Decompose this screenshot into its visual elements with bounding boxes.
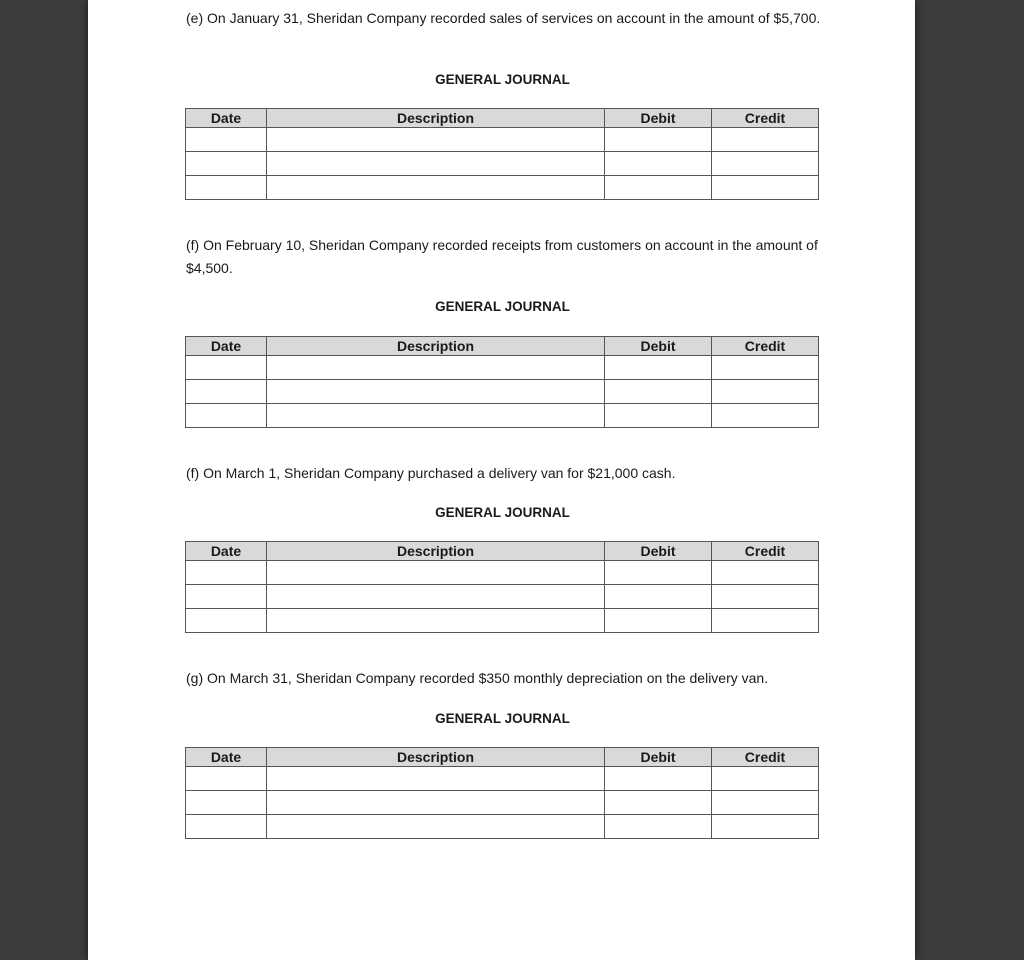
journal-title: GENERAL JOURNAL — [435, 72, 570, 87]
credit-cell[interactable] — [712, 585, 819, 609]
description-cell[interactable] — [267, 152, 605, 176]
date-cell[interactable] — [186, 585, 267, 609]
credit-cell[interactable] — [712, 561, 819, 585]
debit-cell[interactable] — [605, 356, 712, 380]
description-cell[interactable] — [267, 609, 605, 633]
credit-cell[interactable] — [712, 815, 819, 839]
journal-row — [186, 815, 819, 839]
date-cell[interactable] — [186, 128, 267, 152]
debit-cell[interactable] — [605, 767, 712, 791]
credit-cell[interactable] — [712, 404, 819, 428]
date-cell[interactable] — [186, 152, 267, 176]
date-cell[interactable] — [186, 176, 267, 200]
credit-cell[interactable] — [712, 152, 819, 176]
debit-cell[interactable] — [605, 152, 712, 176]
description-cell[interactable] — [267, 791, 605, 815]
description-cell[interactable] — [267, 128, 605, 152]
description-cell[interactable] — [267, 585, 605, 609]
date-header: Date — [186, 337, 267, 356]
debit-cell[interactable] — [605, 404, 712, 428]
journal-header-row — [186, 542, 819, 561]
journal-table — [185, 336, 819, 428]
problem-f-text: (f) On February 10, Sheridan Company recorded receipts from customers on account in the amount of $4,500. — [186, 237, 818, 276]
credit-cell[interactable] — [712, 791, 819, 815]
debit-header: Debit — [605, 109, 712, 128]
debit-header: Debit — [605, 337, 712, 356]
credit-header: Credit — [712, 337, 819, 356]
credit-cell[interactable] — [712, 356, 819, 380]
description-cell[interactable] — [267, 404, 605, 428]
journal-table — [185, 747, 819, 839]
debit-cell[interactable] — [605, 128, 712, 152]
journal-table — [185, 108, 819, 200]
description-cell[interactable] — [267, 176, 605, 200]
journal-row — [186, 356, 819, 380]
debit-cell[interactable] — [605, 176, 712, 200]
date-cell[interactable] — [186, 791, 267, 815]
description-cell[interactable] — [267, 356, 605, 380]
credit-header: Credit — [712, 748, 819, 767]
description-header: Description — [267, 748, 605, 767]
date-cell[interactable] — [186, 404, 267, 428]
journal-row — [186, 380, 819, 404]
credit-cell[interactable] — [712, 176, 819, 200]
credit-cell[interactable] — [712, 767, 819, 791]
date-header: Date — [186, 542, 267, 561]
credit-cell[interactable] — [712, 128, 819, 152]
journal-row — [186, 791, 819, 815]
debit-cell[interactable] — [605, 609, 712, 633]
description-cell[interactable] — [267, 561, 605, 585]
journal-header-row — [186, 337, 819, 356]
description-cell[interactable] — [267, 815, 605, 839]
debit-header: Debit — [605, 542, 712, 561]
debit-cell[interactable] — [605, 380, 712, 404]
journal-row — [186, 585, 819, 609]
journal-table — [185, 541, 819, 633]
journal-title: GENERAL JOURNAL — [435, 299, 570, 314]
date-cell[interactable] — [186, 609, 267, 633]
journal-row — [186, 128, 819, 152]
credit-header: Credit — [712, 542, 819, 561]
journal-row — [186, 152, 819, 176]
credit-header: Credit — [712, 109, 819, 128]
date-header: Date — [186, 109, 267, 128]
journal-title: GENERAL JOURNAL — [435, 505, 570, 520]
credit-cell[interactable] — [712, 609, 819, 633]
credit-cell[interactable] — [712, 380, 819, 404]
date-cell[interactable] — [186, 767, 267, 791]
journal-row — [186, 767, 819, 791]
journal-row — [186, 609, 819, 633]
description-header: Description — [267, 337, 605, 356]
description-cell[interactable] — [267, 767, 605, 791]
problem-f2-text: (f) On March 1, Sheridan Company purchased a delivery van for $21,000 cash. — [186, 465, 676, 481]
date-header: Date — [186, 748, 267, 767]
debit-header: Debit — [605, 748, 712, 767]
journal-row — [186, 404, 819, 428]
document-page — [88, 0, 915, 960]
journal-header-row — [186, 748, 819, 767]
date-cell[interactable] — [186, 561, 267, 585]
debit-cell[interactable] — [605, 815, 712, 839]
journal-header-row — [186, 109, 819, 128]
problem-e-text: (e) On January 31, Sheridan Company recorded sales of services on account in the amount of $5,700. — [186, 10, 821, 26]
date-cell[interactable] — [186, 356, 267, 380]
problem-g-text: (g) On March 31, Sheridan Company recorded $350 monthly depreciation on the delivery van. — [186, 670, 769, 686]
journal-row — [186, 176, 819, 200]
debit-cell[interactable] — [605, 585, 712, 609]
description-header: Description — [267, 542, 605, 561]
journal-title: GENERAL JOURNAL — [435, 711, 570, 726]
description-cell[interactable] — [267, 380, 605, 404]
date-cell[interactable] — [186, 815, 267, 839]
debit-cell[interactable] — [605, 561, 712, 585]
debit-cell[interactable] — [605, 791, 712, 815]
journal-row — [186, 561, 819, 585]
description-header: Description — [267, 109, 605, 128]
date-cell[interactable] — [186, 380, 267, 404]
